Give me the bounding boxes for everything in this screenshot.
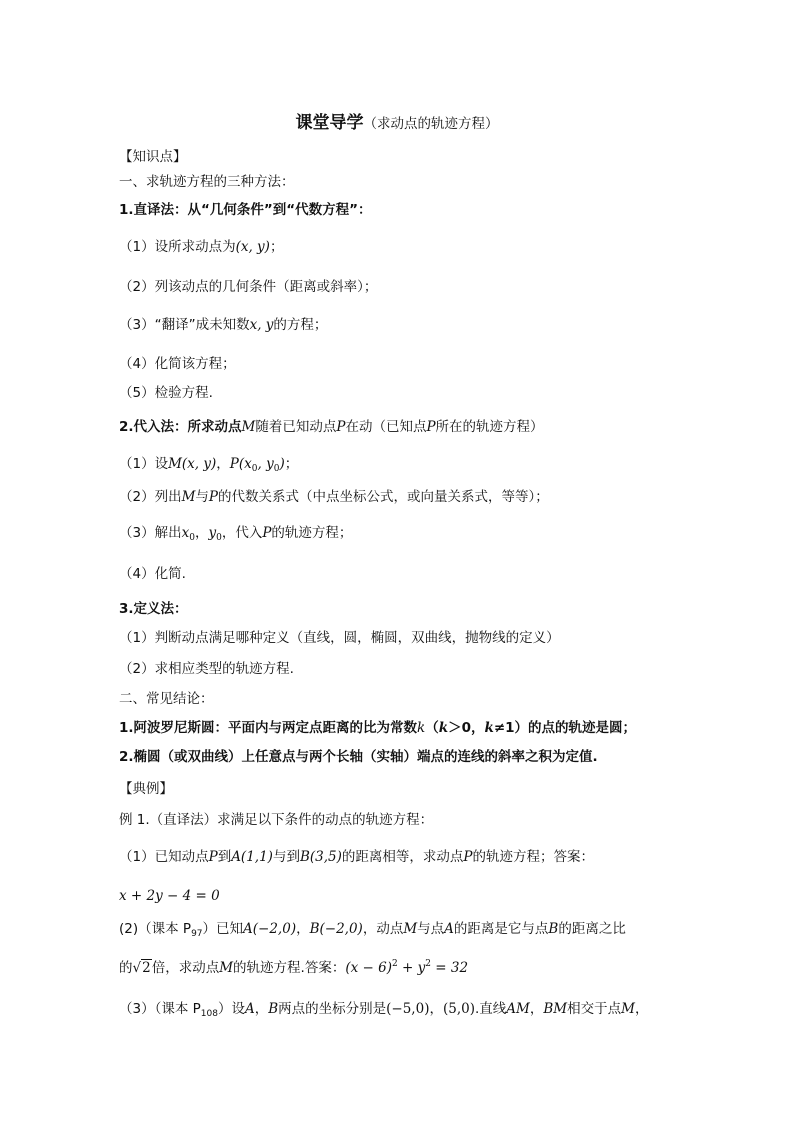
text: ，: [634, 1001, 649, 1017]
subscript: 0: [273, 464, 280, 474]
example-1-question-2: [119, 920, 626, 943]
text: （2）列出: [119, 489, 182, 505]
title-sub: （求动点的轨迹方程）: [363, 116, 499, 132]
text: （: [425, 720, 439, 736]
text: .直线: [474, 1001, 507, 1017]
text: ＞0，: [448, 720, 485, 736]
math: (−5,0): [386, 1001, 430, 1017]
text: ；: [269, 239, 284, 255]
substitution-step-3: [119, 524, 352, 547]
example-1-question-2-cont: [119, 955, 468, 977]
method-definition-title: [119, 600, 188, 618]
radicand: 2: [142, 960, 151, 976]
math: M: [219, 960, 234, 976]
math: x, y: [249, 317, 274, 333]
math: k: [438, 720, 449, 736]
section-1-heading: 一、求轨迹方程的三种方法：: [119, 174, 295, 190]
text: ）设: [217, 1001, 245, 1017]
text: 2.代入法：所求动点: [119, 419, 242, 435]
math: k: [417, 720, 426, 736]
math: (5,0): [442, 1001, 475, 1017]
text: ；: [284, 456, 299, 472]
text: ，动点: [362, 921, 404, 937]
direct-step-5: （5）检验方程.: [119, 385, 213, 401]
text: 与点: [417, 921, 445, 937]
math: P: [336, 419, 346, 435]
examples-heading: 【典例】: [119, 781, 173, 797]
math: P: [208, 849, 218, 865]
math: P: [426, 419, 436, 435]
math: M: [621, 1001, 635, 1017]
math: P: [208, 489, 219, 505]
text: （3）“翻译”成未知数: [119, 317, 250, 333]
text: 与: [195, 489, 209, 505]
text: 1.阿波罗尼斯圆：平面内与两定点距离的比为常数: [119, 720, 418, 736]
text: ，: [216, 456, 230, 472]
conclusion-1: [119, 719, 636, 737]
text: （1）设: [119, 456, 169, 472]
direct-step-3: [119, 316, 327, 334]
substitution-step-2: [119, 488, 549, 506]
text: （3）（课本 P: [119, 1001, 201, 1017]
text: ，: [194, 525, 209, 541]
math: B(3,5): [299, 849, 342, 865]
direct-step-1: [119, 238, 283, 256]
direct-step-2: （2）列该动点的几何条件（距离或斜率）；: [119, 279, 378, 295]
math: P(x: [229, 456, 252, 472]
math: A: [444, 921, 454, 937]
text: 的代数关系式（中点坐标公式，或向量关系式，等等）；: [218, 489, 549, 505]
direct-step-4: （4）化简该方程；: [119, 356, 236, 372]
text: 的距离之比: [558, 921, 626, 937]
example-1-title: 例 1.（直译法）求满足以下条件的动点的轨迹方程：: [119, 812, 434, 828]
substitution-step-1: [119, 455, 298, 478]
title-main: 课堂导学: [295, 113, 364, 133]
math: A: [244, 1001, 255, 1017]
math: ): [279, 456, 285, 472]
text: 两点的坐标分别是: [278, 1001, 387, 1017]
subscript: 0: [189, 533, 195, 543]
math: BM: [543, 1001, 568, 1017]
text: 到: [217, 849, 232, 865]
math: M: [181, 489, 196, 505]
section-2-heading: 二、常见结论：: [119, 691, 214, 707]
text: 在动（已知点: [345, 419, 427, 435]
text: (2)（课本 P: [119, 921, 192, 937]
example-1-question-3: [119, 1000, 648, 1023]
math: A(1,1): [231, 849, 273, 865]
math: P: [463, 849, 473, 865]
text: ，: [429, 1001, 443, 1017]
definition-step-2: （2）求相应类型的轨迹方程.: [119, 661, 294, 677]
math: (x − 6): [345, 960, 392, 976]
superscript: 2: [391, 959, 398, 969]
text: （3）解出: [119, 525, 182, 541]
page-title: [0, 108, 794, 133]
math: = 32: [430, 960, 469, 976]
example-1-answer-1: x + 2y − 4 = 0: [119, 888, 220, 904]
text: （1）设所求动点为: [119, 239, 236, 255]
math: , y: [257, 456, 274, 472]
text: 的: [119, 960, 133, 976]
method-direct-title: [119, 201, 372, 219]
math: + y: [397, 960, 426, 976]
text: ≠1）的点的轨迹是圆；: [493, 720, 637, 736]
substitution-step-4: （4）化简.: [119, 566, 186, 582]
text: 的距离是它与点: [453, 921, 549, 937]
math: A(−2,0): [243, 921, 297, 937]
sqrt-symbol: √2: [132, 960, 151, 976]
subscript: 0: [251, 464, 258, 474]
text: ，代入: [221, 525, 263, 541]
subscript: 97: [191, 929, 203, 939]
text: ，: [296, 921, 310, 937]
text: 随着已知动点: [255, 419, 337, 435]
text: 的距离相等，求动点: [341, 849, 464, 865]
text: （1）已知动点: [119, 849, 209, 865]
math: P: [262, 525, 272, 541]
text: 所在的轨迹方程）: [435, 419, 544, 435]
text: 倍，求动点: [151, 960, 220, 976]
math: M(x, y): [168, 456, 217, 472]
math: AM: [506, 1001, 530, 1017]
knowledge-heading: 【知识点】: [119, 149, 187, 165]
text: 与到: [272, 849, 300, 865]
math: M: [403, 921, 418, 937]
math: (x, y): [235, 239, 270, 255]
subscript: 0: [216, 533, 222, 543]
definition-step-1: （1）判断动点满足哪种定义（直线，圆，椭圆，双曲线，抛物线的定义）: [119, 630, 560, 646]
superscript: 2: [425, 959, 431, 969]
method-substitution-title: [119, 418, 544, 436]
math: M: [241, 419, 256, 435]
math: y: [208, 525, 217, 541]
math: B: [548, 921, 559, 937]
text: ，: [529, 1001, 544, 1017]
method-direct-text: 1.直译法：从“几何条件”到“代数方程”：: [119, 202, 372, 218]
text: 3.定义法：: [119, 601, 188, 617]
text: 相交于点: [567, 1001, 622, 1017]
text: ，: [254, 1001, 269, 1017]
example-1-question-1: [119, 848, 594, 866]
subscript: 108: [200, 1009, 218, 1019]
math: k: [484, 720, 494, 736]
text: 2.椭圆（或双曲线）上任意点与两个长轴（实轴）端点的连线的斜率之积为定值.: [119, 749, 598, 765]
text: 的方程；: [273, 317, 328, 333]
text: 的轨迹方程；: [271, 525, 353, 541]
math: B: [268, 1001, 279, 1017]
text: 的轨迹方程.答案：: [233, 960, 346, 976]
text: ）已知: [202, 921, 244, 937]
text: 的轨迹方程；答案：: [472, 849, 594, 865]
math: B(−2,0): [309, 921, 363, 937]
conclusion-2: [119, 748, 598, 766]
math: x: [181, 525, 190, 541]
